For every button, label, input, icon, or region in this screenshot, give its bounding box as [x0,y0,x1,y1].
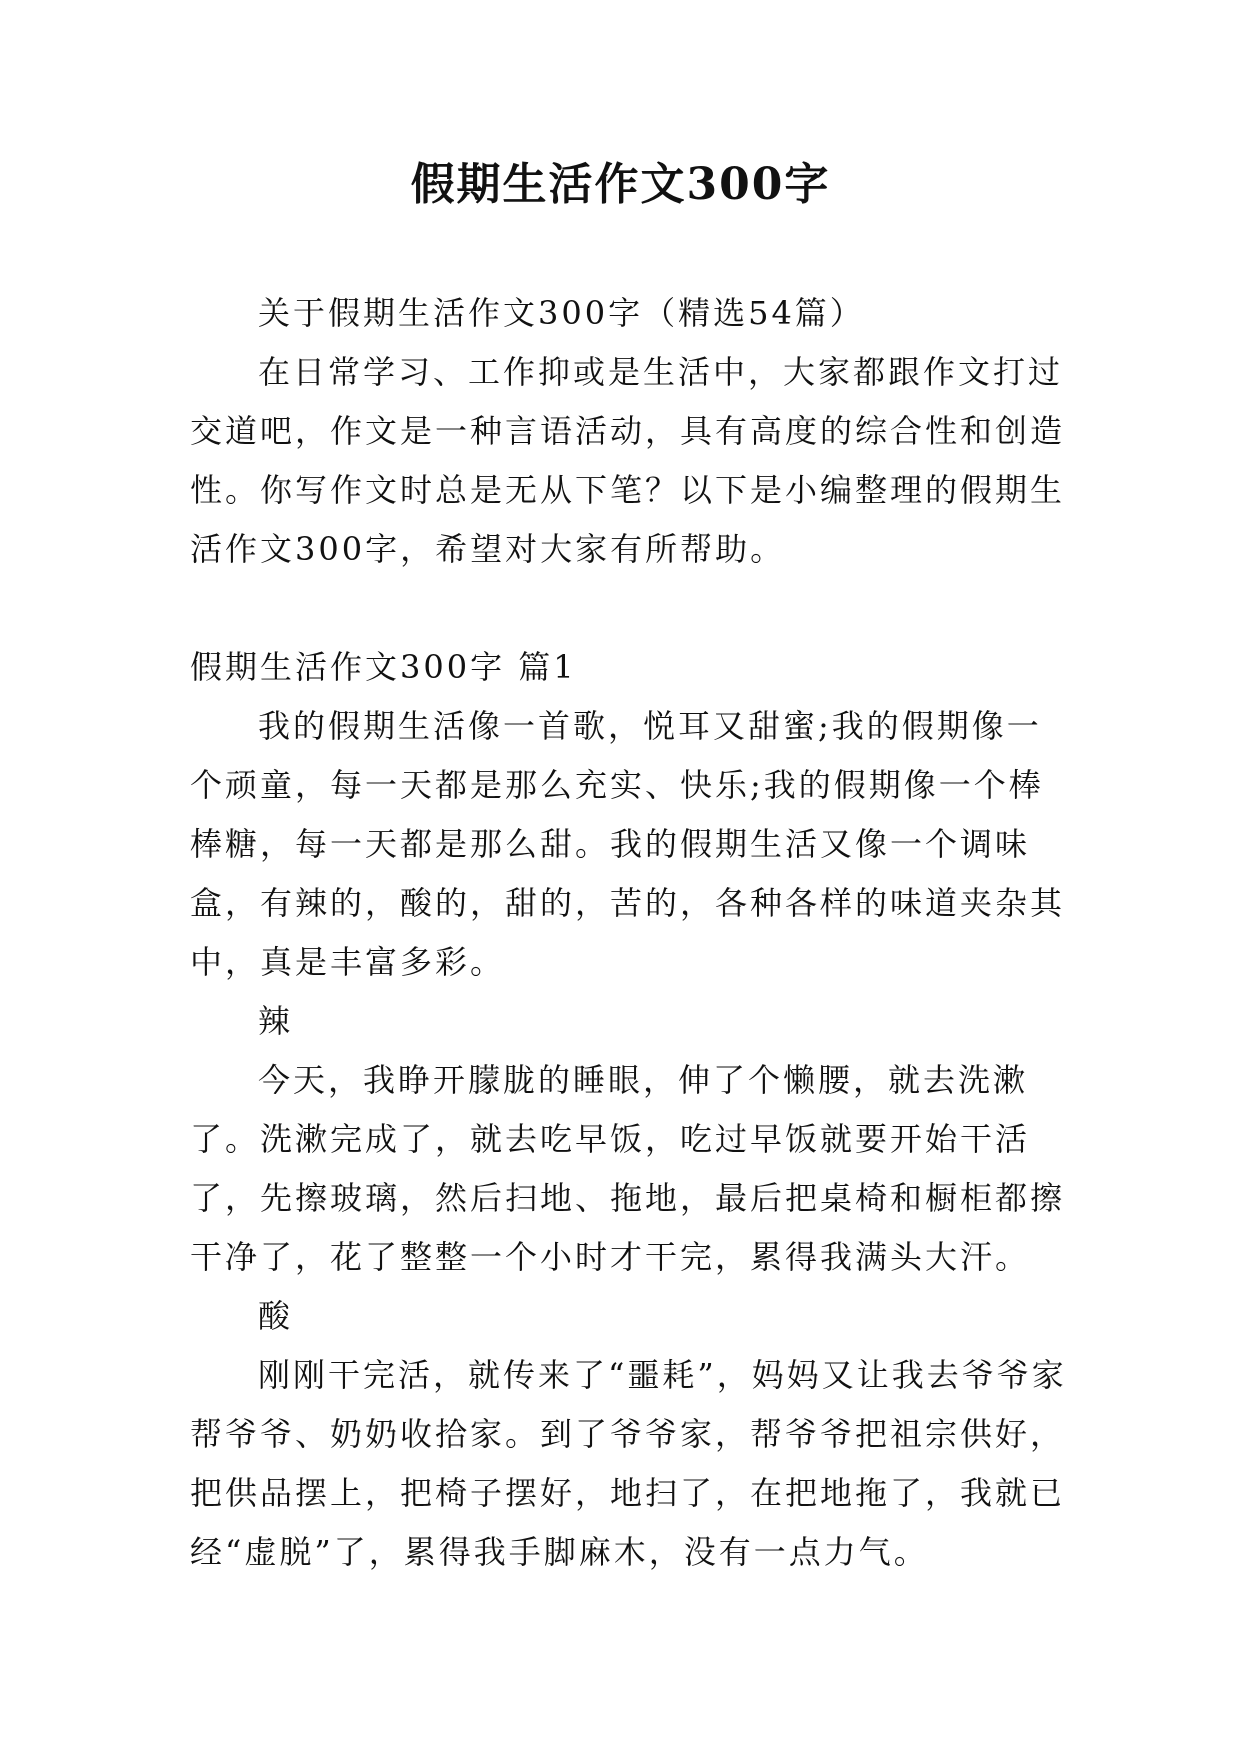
paragraph-1: 我的假期生活像一首歌，悦耳又甜蜜;我的假期像一个顽童，每一天都是那么充实、快乐;我的假期像一个棒棒糖，每一天都是那么甜。我的假期生活又像一个调味盒，有辣的，酸的，甜的，苦的，各种各样的味道夹杂其中，真是丰富多彩。 [190,707,1066,981]
subheading-spicy: 辣 [258,1002,294,1040]
section-heading: 假期生活作文300字 篇1 [190,648,577,686]
paragraph-2: 今天，我睁开朦胧的睡眼，伸了个懒腰，就去洗漱了。洗漱完成了，就去吃早饭，吃过早饭就要开始干活了，先擦玻璃，然后扫地、拖地，最后把桌椅和橱柜都擦干净了，花了整整一个小时才干完，累得我满头大汗。 [190,1061,1066,1276]
intro-heading: 关于假期生活作文300字（精选54篇） [258,294,865,332]
intro-paragraph: 在日常学习、工作抑或是生活中，大家都跟作文打过交道吧，作文是一种言语活动，具有高度的综合性和创造性。你写作文时总是无从下笔？以下是小编整理的假期生活作文300字，希望对大家有所帮助。 [190,353,1066,568]
paragraph-3: 刚刚干完活，就传来了“噩耗”，妈妈又让我去爷爷家帮爷爷、奶奶收拾家。到了爷爷家，帮爷爷把祖宗供好，把供品摆上，把椅子摆好，地扫了，在把地拖了，我就已经“虚脱”了，累得我手脚麻木，没有一点力气。 [190,1356,1067,1571]
document-body [190,284,1070,1582]
subheading-sour: 酸 [258,1297,294,1335]
page-title: 假期生活作文300字 [410,159,831,210]
